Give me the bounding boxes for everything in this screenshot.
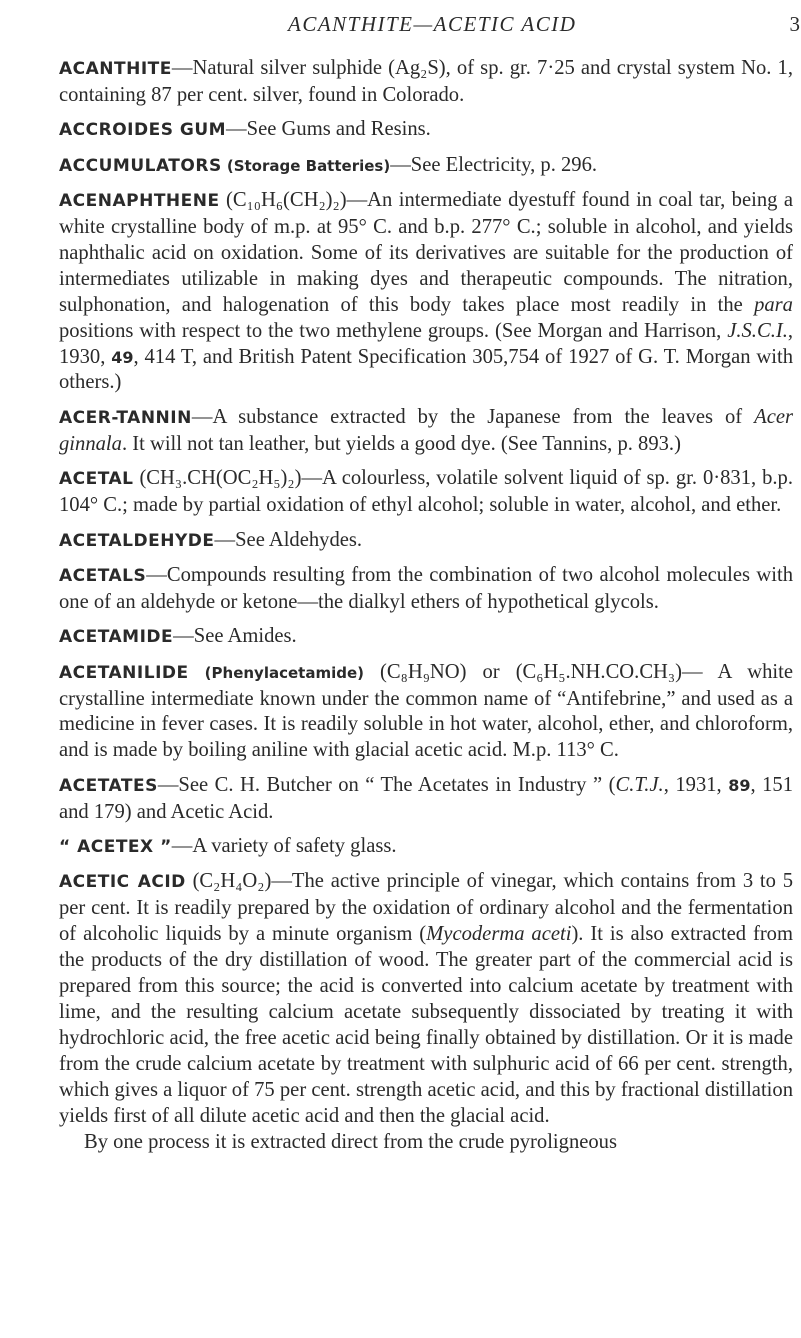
entry-formula: (C₁₀H₆(CH₂)₂) [226,189,347,212]
entry-headword: ACCROIDES GUM [59,120,227,141]
entry-accumulators [59,153,793,180]
entry-headword: “ ACETEX ” [59,837,172,858]
entry-text: —Natural silver sulphide (Ag₂S), of sp. gr. 7·25 and crystal system No. 1, containing 87 per cent. silver, found in Colorado. [59,57,793,106]
journal-citation: J.S.C.I. [727,319,788,342]
entry-text-cont: , 1931, [663,773,722,796]
entry-text: —A variety of safety glass. [171,835,397,858]
entry-headword: ACETAMIDE [59,627,174,648]
entry-formula: (C₂H₄O₂) [192,870,272,893]
entry-text: —See Aldehydes. [214,528,363,551]
entry-headword: ACETATES [59,775,158,796]
entry-text-cont: , 151 and 179) and Acetic Acid. [59,773,793,823]
entry-text: —A colourless, volatile solvent liquid of sp. gr. 0·831, b.p. 104° C.; made by partial oxidation of ethyl alcohol; soluble in water, alcohol, and ether. [59,467,793,517]
entry-text: —See C. H. Butcher on “ The Acetates in Industry ” ( [157,773,616,796]
entry-acenaphthene [59,188,793,396]
entry-text-cont: ). It is also extracted from the products of the dry distillation of wood. The greater part of the commercial acid is prepared from this source; the acid is converted into calcium acetate by treatment with lime, and the resulting calcium acetate subsequently dissociated by treating it with hydrochloric acid, the free acetic acid being finally obtained by distillation. Or it is made from the crude calcium acetate by treatment with sulphuric acid of 66 per cent. strength, which gives a liquor of 75 per cent. strength acetic acid, and this by fractional distillation yields first of all dilute acetic acid and then the glacial acid. [59,923,793,1127]
entry-acetanilide [59,660,793,765]
entry-accroides-gum [59,117,793,144]
entry-headword: ACETANILIDE [59,662,189,683]
entry-headword: ACENAPHTHENE [59,191,220,212]
entry-text: —See Amides. [173,625,297,648]
entry-text: —See Electricity, p. 296. [390,153,598,176]
entry-text-cont: . It will not tan leather, but yields a good dye. (See Tannins, p. 893.) [121,432,681,455]
page-number: 3 [789,12,800,36]
entry-headword: ACER-TANNIN [59,407,192,428]
entry-acetals [59,563,793,616]
entry-headword: ACCUMULATORS [59,155,222,176]
entry-formula: (CH₃.CH(OC₂H₅)₂) [139,467,302,490]
entry-acer-tannin [59,405,793,458]
entry-text: —The active principle of vinegar, which contains from 3 to 5 per cent. It is readily prepared by the oxidation of ordinary alcohol and the fermentation of alcoholic liquids by a minute organism ( [59,870,794,946]
entry-text: — A white crystalline intermediate known under the common name of “Antifebrine,” and used as a medicine in fever cases. It is readily soluble in hot water, alcohol, ether, and chloroform, and is made by boiling aniline with glacial acetic acid. M.p. 113° C. [59,660,794,762]
entry-text: —An intermediate dyestuff found in coal tar, being a white crystalline body of m.p. at 95° C. and b.p. 277° C.; soluble in alcohol, and yields naphthalic acid on oxidation. Some of its derivatives are suitable for the production of intermediates utilizable in making dyes and therapeutic compounds. The nitration, sulphonation, and halogenation of this body takes place most readily in the [59,189,793,316]
entry-text: —Compounds resulting from the combination of two alcohol molecules with one of an aldehyde or ketone—the dialkyl ethers of hypothetical glycols. [59,563,793,613]
entry-headword: ACETAL [59,469,134,490]
entry-headword: ACETALDEHYDE [59,530,215,551]
entry-italic-term: Mycoderma aceti [426,923,572,946]
entries-column [59,56,793,1164]
entry-text-cont: , 414 T, and British Patent Specification 305,754 of 1927 of G. T. Morgan with others.) [59,345,793,394]
entry-acetaldehyde [59,528,793,555]
entry-paragraph [59,869,793,1129]
entry-headword: ACANTHITE [59,59,172,79]
entry-acetex [59,834,793,861]
entry-acetamide [59,624,793,651]
entry-acetates [59,773,793,826]
entry-acanthite [59,56,793,109]
running-head [60,12,800,42]
entry-headword-qualifier: (Phenylacetamide) [204,663,364,682]
entry-text-cont: positions with respect to the two methylene groups. (See Morgan and Harrison, [59,319,722,342]
volume-number: 89 [728,775,751,795]
volume-number: 49 [111,347,134,367]
entry-acetic-acid [59,869,793,1155]
entry-formula: (C₈H₉NO) or (C₆H₅.NH.CO.CH₃) [380,660,682,683]
entry-paragraph-continued: By one process it is extracted direct from the crude pyroligneous [84,1130,617,1153]
entry-italic-term: Acer ginnala [59,405,793,455]
entry-headword-qualifier: (Storage Batteries) [226,156,391,175]
entry-text: —A substance extracted by the Japanese from the leaves of [191,405,743,428]
entry-italic-term: para [754,293,793,316]
entry-headword: ACETALS [59,565,147,586]
running-title: ACANTHITE—ACETIC ACID [288,12,577,36]
journal-citation: C.T.J. [615,773,664,796]
entry-headword: ACETIC ACID [59,872,186,893]
entry-acetal [59,466,793,519]
entry-text: —See Gums and Resins. [226,118,431,141]
entry-text-cont: , 1930, [59,319,793,368]
